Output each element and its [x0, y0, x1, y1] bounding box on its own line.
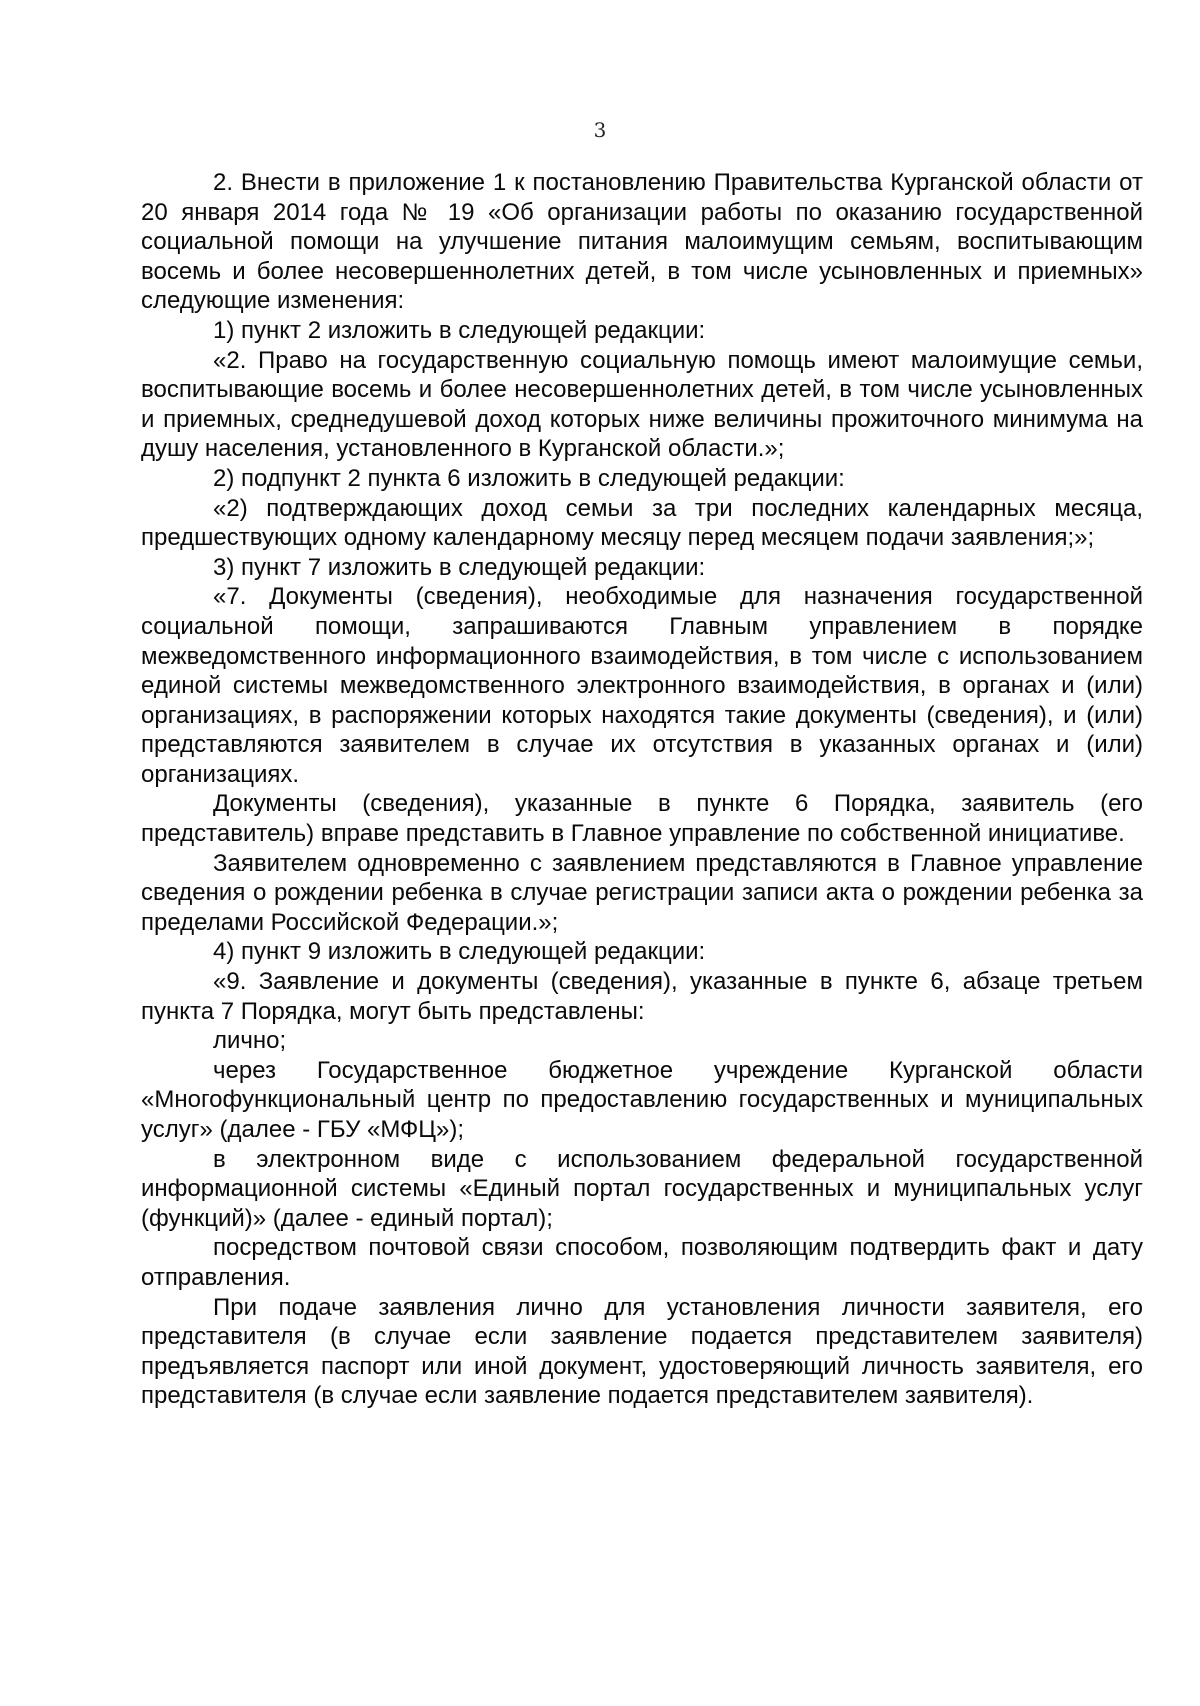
document-body	[141, 168, 1143, 1411]
paragraph-point-7-documents: Документы (сведения), указанные в пункте 6 Порядка, заявитель (его представитель) вправе представить в Главное управление по собственной инициативе.	[141, 790, 1143, 848]
paragraph-point-7-birth-info: Заявителем одновременно с заявлением представляются в Главное управление сведения о рождении ребенка в случае регистрации записи акта о рождении ребенка за пределами Российской Федерации.»;	[141, 849, 1143, 936]
paragraph-identity: При подаче заявления лично для установления личности заявителя, его представителя (в случае если заявление подается представителем заявителя) предъявляется паспорт или иной документ, удостоверяющий личность заявителя, его представителя (в случае если заявление подается представителем заявителя).	[141, 1293, 1143, 1410]
paragraph-subpoint-2-text: «2) подтверждающих доход семьи за три последних календарных месяца, предшествующих одному календарному месяцу перед месяцем подачи заявления;»;	[141, 494, 1143, 552]
paragraph-point-2-text: «2. Право на государственную социальную помощь имеют малоимущие семьи, воспитывающие восемь и более несовершеннолетних детей, в том числе усыновленных и приемных, среднедушевой доход которых ниже величины прожиточного минимума на душу населения, установленного в Курганской области.»;	[141, 346, 1143, 463]
page-number: 3	[593, 118, 607, 142]
paragraph-item-4: 4) пункт 9 изложить в следующей редакции:	[213, 938, 706, 966]
paragraph-amendment-intro: 2. Внести в приложение 1 к постановлению Правительства Курганской области от 20 января 2014 года № 19 «Об организации работы по оказанию государственной социальной помощи на улучшение питания малоимущим семьям, воспитывающим восемь и более несовершеннолетних детей, в том числе усыновленных и приемных» следующие изменения:	[141, 169, 1143, 315]
paragraph-electronic: в электронном виде с использованием федеральной государственной информационной системы «Единый портал государственных и муниципальных услуг (функций)» (далее - единый портал);	[141, 1145, 1143, 1232]
paragraph-postal: посредством почтовой связи способом, позволяющим подтвердить факт и дату отправления.	[141, 1234, 1143, 1291]
paragraph-point-7-text: «7. Документы (сведения), необходимые для назначения государственной социальной помощи, запрашиваются Главным управлением в порядке межведомственного информационного взаимодействия, в том числе с использованием единой системы межведомственного электронного взаимодействия, в органах и (или) организациях, в распоряжении которых находятся такие документы (сведения), и (или) представляются заявителем в случае их отсутствия в указанных органах и (или) организациях.	[141, 583, 1143, 788]
paragraph-item-1: 1) пункт 2 изложить в следующей редакции:	[213, 316, 706, 344]
paragraph-point-9-text: «9. Заявление и документы (сведения), указанные в пункте 6, абзаце третьем пункта 7 Порядка, могут быть представлены:	[141, 968, 1143, 1025]
paragraph-in-person: лично;	[213, 1027, 287, 1055]
paragraph-via-mfc: через Государственное бюджетное учреждение Курганской области «Многофункциональный центр по предоставлению государственных и муниципальных услуг» (далее - ГБУ «МФЦ»);	[141, 1056, 1143, 1143]
paragraph-item-3: 3) пункт 7 изложить в следующей редакции:	[213, 553, 706, 581]
paragraph-item-2: 2) подпункт 2 пункта 6 изложить в следующей редакции:	[213, 464, 845, 492]
